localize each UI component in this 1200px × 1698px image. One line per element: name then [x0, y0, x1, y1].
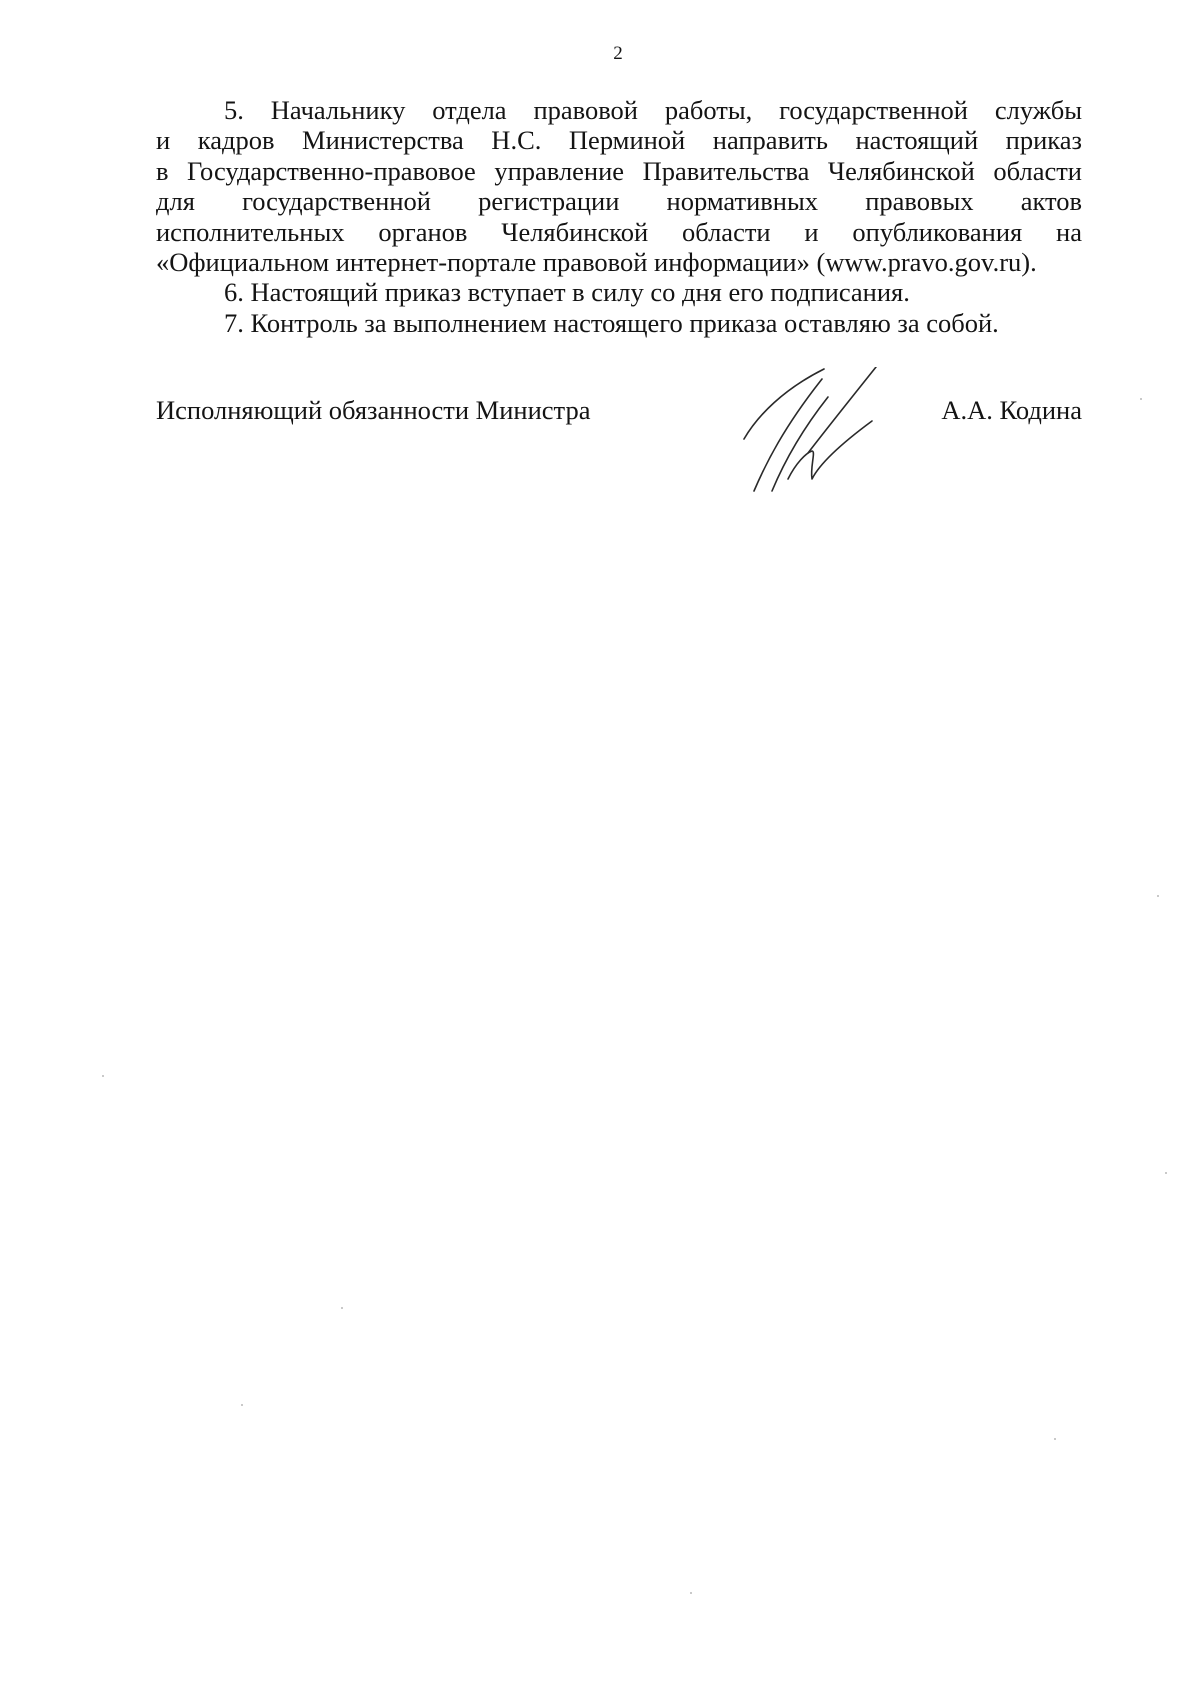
paragraph-5 — [156, 95, 1082, 277]
scan-speck — [1140, 398, 1142, 400]
paragraph-5-line-4: для государственной регистрации нормативных правовых актов — [156, 186, 1082, 217]
page-number: 2 — [613, 43, 623, 64]
paragraph-7: 7. Контроль за выполнением настоящего приказа оставляю за собой. — [224, 307, 999, 338]
scan-speck — [102, 1075, 104, 1077]
signatory-name: А.А. Кодина — [941, 395, 1082, 425]
paragraph-5-line-5: исполнительных органов Челябинской области и опубликования на — [156, 216, 1082, 247]
scan-speck — [1054, 1438, 1056, 1440]
scan-speck — [1157, 895, 1159, 897]
paragraph-5-line-2: и кадров Министерства Н.С. Перминой направить настоящий приказ — [156, 125, 1082, 156]
scan-speck — [1165, 1172, 1167, 1174]
signatory-position: Исполняющий обязанности Министра — [156, 395, 591, 425]
paragraph-5-line-3: в Государственно-правовое управление Правительства Челябинской области — [156, 155, 1082, 186]
signature-block — [156, 395, 1082, 505]
paragraph-5-line-1: 5. Начальнику отдела правовой работы, государственной службы — [224, 95, 1082, 125]
scan-speck — [690, 1592, 692, 1594]
handwritten-signature — [736, 367, 886, 497]
document-body — [156, 95, 1082, 338]
paragraph-6: 6. Настоящий приказ вступает в силу со дня его подписания. — [224, 277, 910, 308]
scan-speck — [241, 1404, 243, 1406]
scan-speck — [341, 1307, 343, 1309]
paragraph-5-line-6: «Официальном интернет-портале правовой информации» (www.pravo.gov.ru). — [156, 247, 1037, 278]
